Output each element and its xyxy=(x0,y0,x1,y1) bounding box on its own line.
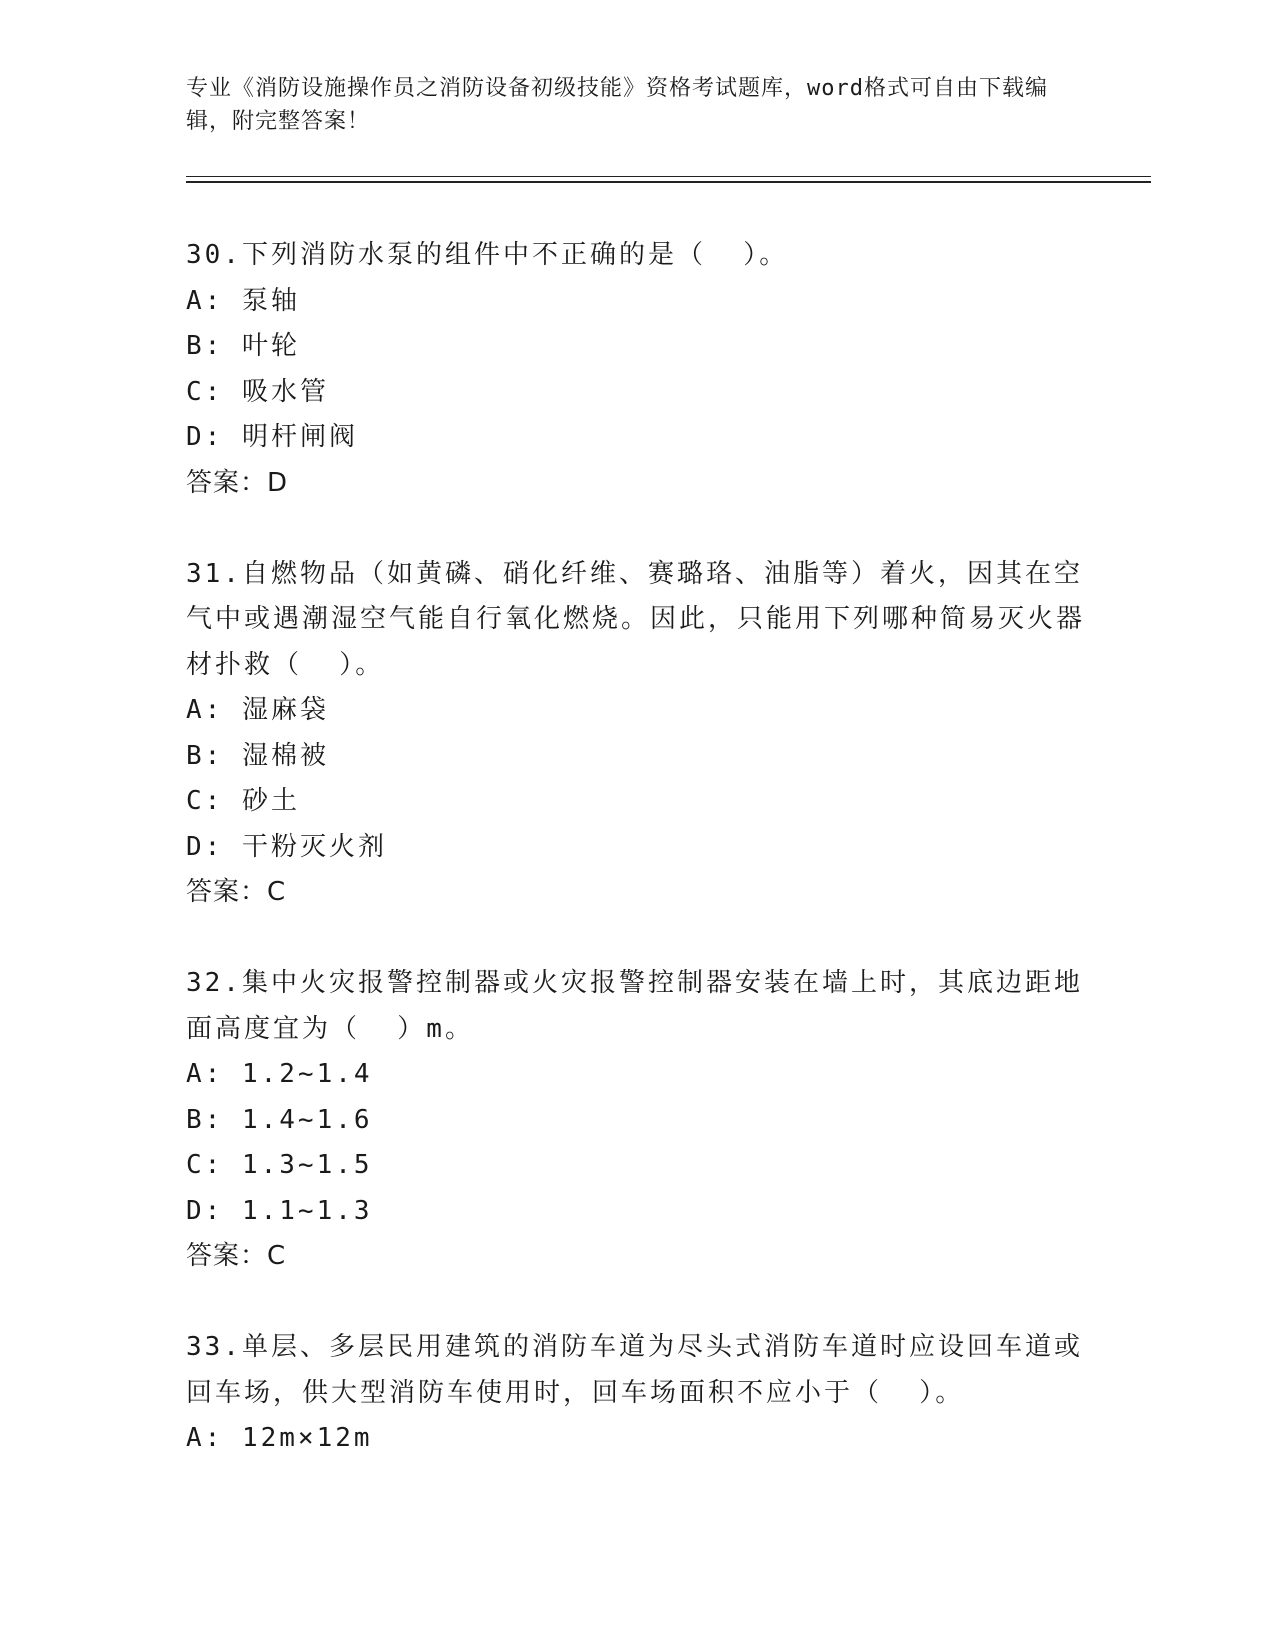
option-d: D: 干粉灭火剂 xyxy=(186,831,387,862)
answer-line: 答案：D xyxy=(186,467,289,498)
option-d: D: 明杆闸阀 xyxy=(186,422,358,452)
question-stem: 30.下列消防水泵的组件中不正确的是（ ）。 xyxy=(186,240,789,270)
question-stem: 31.自燃物品（如黄磷、硝化纤维、赛璐珞、油脂等）着火，因其在空气中或遇潮湿空气能自行氧化燃烧。因此，只能用下列哪种简易灭火器材扑救（ ）。 xyxy=(186,558,1086,680)
question-32 xyxy=(186,961,1086,1280)
header-divider-thin xyxy=(186,176,1151,177)
header-text: 专业《消防设施操作员之消防设备初级技能》资格考试题库，word格式可自由下载编辑，附完整答案！ xyxy=(186,76,1048,134)
question-list xyxy=(186,233,1086,1507)
question-31 xyxy=(186,552,1086,916)
answer-line: 答案：C xyxy=(186,1241,287,1271)
option-a: A: 湿麻袋 xyxy=(186,695,329,725)
question-30 xyxy=(186,233,1086,506)
question-stem: 32.集中火灾报警控制器或火灾报警控制器安装在墙上时，其底边距地面高度宜为（ ）m。 xyxy=(186,968,1083,1044)
document-header xyxy=(186,72,1066,138)
option-d: D: 1.1~1.3 xyxy=(186,1195,373,1226)
option-a: A: 1.2~1.4 xyxy=(186,1059,373,1089)
option-c: C: 吸水管 xyxy=(186,376,329,407)
option-a: A: 12m×12m xyxy=(186,1423,373,1453)
option-b: B: 1.4~1.6 xyxy=(186,1104,373,1135)
answer-line: 答案：C xyxy=(186,877,287,907)
header-divider-thick xyxy=(186,181,1151,183)
option-b: B: 湿棉被 xyxy=(186,740,329,771)
question-33 xyxy=(186,1325,1086,1462)
option-c: C: 砂土 xyxy=(186,786,300,816)
question-stem: 33.单层、多层民用建筑的消防车道为尽头式消防车道时应设回车道或回车场，供大型消防车使用时，回车场面积不应小于（ ）。 xyxy=(186,1332,1083,1408)
option-b: B: 叶轮 xyxy=(186,331,300,361)
option-a: A: 泵轴 xyxy=(186,285,300,316)
option-c: C: 1.3~1.5 xyxy=(186,1150,373,1180)
